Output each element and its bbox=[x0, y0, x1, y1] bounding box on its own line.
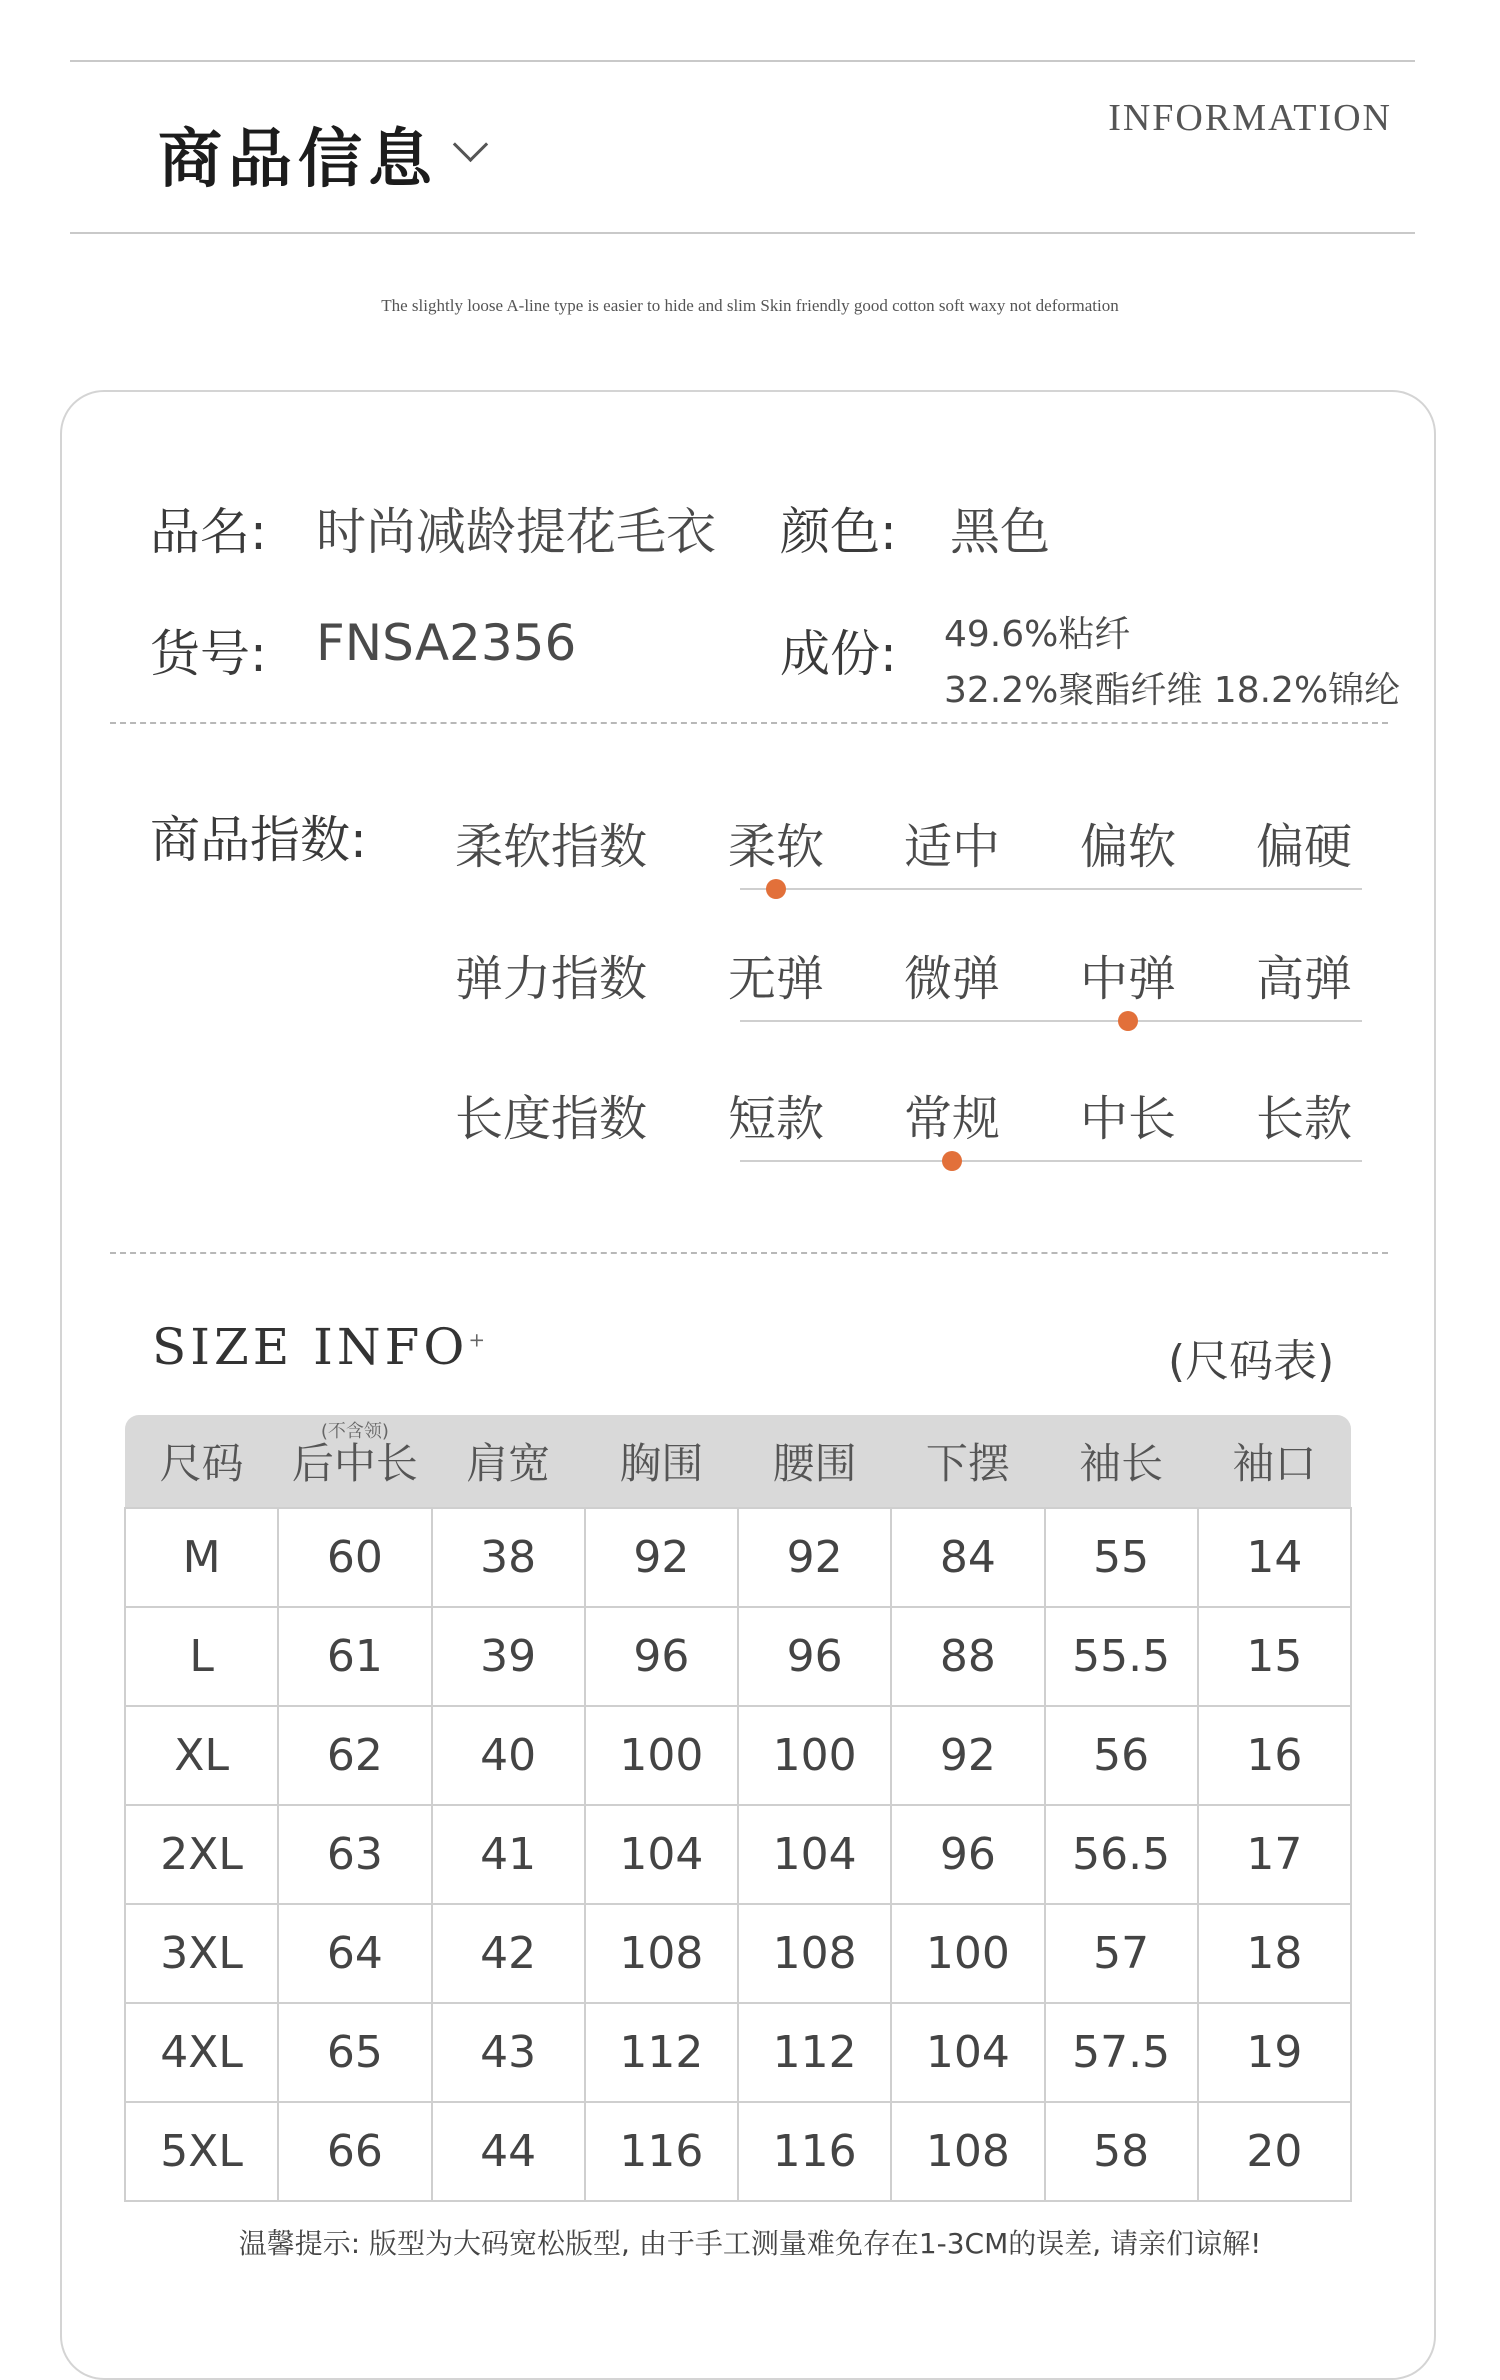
scale-option: 中弹 bbox=[1079, 951, 1176, 1007]
measurement-cell: 104 bbox=[891, 2003, 1044, 2102]
sku-label: 货号: bbox=[150, 625, 267, 683]
section-title: 商品信息 bbox=[158, 122, 438, 197]
scale-option: 无弹 bbox=[727, 951, 824, 1007]
measurement-cell: 56.5 bbox=[1045, 1805, 1198, 1904]
column-header: 袖长 bbox=[1045, 1415, 1198, 1508]
size-chart-label: (尺码表) bbox=[1168, 1336, 1335, 1387]
chevron-down-icon bbox=[453, 127, 488, 162]
measurement-cell: 116 bbox=[585, 2102, 738, 2201]
measurement-cell: 64 bbox=[278, 1904, 431, 2003]
measurement-cell: 66 bbox=[278, 2102, 431, 2201]
table-row bbox=[125, 1706, 1351, 1805]
scale-track-length bbox=[740, 1160, 1362, 1162]
measurement-cell: 55.5 bbox=[1045, 1607, 1198, 1706]
name-value: 时尚减龄提花毛衣 bbox=[316, 503, 716, 561]
size-table-body bbox=[125, 1508, 1351, 2201]
composition-label: 成份: bbox=[780, 625, 897, 683]
scale-track-elasticity bbox=[740, 1020, 1362, 1022]
measurement-cell: 42 bbox=[432, 1904, 585, 2003]
scale-option: 适中 bbox=[903, 819, 1000, 875]
measurement-cell: 92 bbox=[891, 1706, 1044, 1805]
measurement-cell: 41 bbox=[432, 1805, 585, 1904]
scale-marker-length bbox=[942, 1151, 962, 1171]
measurement-cell: 40 bbox=[432, 1706, 585, 1805]
measurement-cell: 44 bbox=[432, 2102, 585, 2201]
measurement-cell: 100 bbox=[738, 1706, 891, 1805]
column-header: 下摆 bbox=[891, 1415, 1044, 1508]
size-note: 温馨提示: 版型为大码宽松版型, 由于手工测量难免存在1-3CM的误差, 请亲们谅解! bbox=[238, 2227, 1262, 2260]
dashed-divider bbox=[110, 722, 1388, 724]
column-header: 尺码 bbox=[125, 1415, 278, 1508]
measurement-cell: 96 bbox=[585, 1607, 738, 1706]
scale-marker-softness bbox=[766, 879, 786, 899]
scale-name-length: 长度指数 bbox=[455, 1091, 648, 1147]
measurement-cell: 88 bbox=[891, 1607, 1044, 1706]
measurement-cell: 116 bbox=[738, 2102, 891, 2201]
measurement-cell: 20 bbox=[1198, 2102, 1351, 2201]
composition-line2: 32.2%聚酯纤维 18.2%锦纶 bbox=[944, 670, 1401, 711]
scale-option: 偏软 bbox=[1079, 819, 1176, 875]
measurement-cell: 96 bbox=[738, 1607, 891, 1706]
measurement-cell: 104 bbox=[738, 1805, 891, 1904]
measurement-cell: 18 bbox=[1198, 1904, 1351, 2003]
measurement-cell: 15 bbox=[1198, 1607, 1351, 1706]
column-header: 腰围 bbox=[738, 1415, 891, 1508]
column-header: 袖口 bbox=[1198, 1415, 1351, 1508]
measurement-cell: 92 bbox=[585, 1508, 738, 1607]
measurement-cell: 57.5 bbox=[1045, 2003, 1198, 2102]
scale-option: 柔软 bbox=[727, 819, 824, 875]
measurement-cell: 17 bbox=[1198, 1805, 1351, 1904]
table-header-row bbox=[125, 1415, 1351, 1508]
section-title-en: INFORMATION bbox=[1108, 97, 1392, 139]
color-label: 颜色: bbox=[780, 503, 897, 561]
measurement-cell: 100 bbox=[891, 1904, 1044, 2003]
size-cell: 2XL bbox=[125, 1805, 278, 1904]
column-header: 肩宽 bbox=[432, 1415, 585, 1508]
indices-label: 商品指数: bbox=[150, 811, 367, 869]
measurement-cell: 39 bbox=[432, 1607, 585, 1706]
measurement-cell: 19 bbox=[1198, 2003, 1351, 2102]
column-header: (不含领) 后中长 bbox=[278, 1415, 431, 1508]
measurement-cell: 104 bbox=[585, 1805, 738, 1904]
size-info-title: SIZE INFO+ bbox=[152, 1318, 490, 1376]
scale-name-softness: 柔软指数 bbox=[455, 819, 648, 875]
table-row bbox=[125, 1508, 1351, 1607]
measurement-cell: 60 bbox=[278, 1508, 431, 1607]
measurement-cell: 112 bbox=[738, 2003, 891, 2102]
color-value: 黑色 bbox=[950, 503, 1050, 561]
measurement-cell: 57 bbox=[1045, 1904, 1198, 2003]
table-row bbox=[125, 1805, 1351, 1904]
measurement-cell: 58 bbox=[1045, 2102, 1198, 2201]
header-subtitle: The slightly loose A-line type is easier to hide and slim Skin friendly good cotton soft waxy not deformation bbox=[381, 296, 1119, 315]
scale-option: 中长 bbox=[1079, 1091, 1176, 1147]
size-info-sup: + bbox=[468, 1327, 490, 1352]
measurement-cell: 96 bbox=[891, 1805, 1044, 1904]
measurement-cell: 112 bbox=[585, 2003, 738, 2102]
measurement-cell: 63 bbox=[278, 1805, 431, 1904]
measurement-cell: 92 bbox=[738, 1508, 891, 1607]
measurement-cell: 100 bbox=[585, 1706, 738, 1805]
size-cell: 5XL bbox=[125, 2102, 278, 2201]
scale-option: 长款 bbox=[1255, 1091, 1352, 1147]
measurement-cell: 56 bbox=[1045, 1706, 1198, 1805]
measurement-cell: 43 bbox=[432, 2003, 585, 2102]
size-cell: M bbox=[125, 1508, 278, 1607]
measurement-cell: 62 bbox=[278, 1706, 431, 1805]
table-row bbox=[125, 1607, 1351, 1706]
scale-option: 偏硬 bbox=[1255, 819, 1352, 875]
scale-marker-elasticity bbox=[1118, 1011, 1138, 1031]
scale-option: 微弹 bbox=[903, 951, 1000, 1007]
measurement-cell: 61 bbox=[278, 1607, 431, 1706]
header-divider bbox=[70, 232, 1415, 234]
size-cell: 3XL bbox=[125, 1904, 278, 2003]
size-cell: XL bbox=[125, 1706, 278, 1805]
scale-option: 高弹 bbox=[1255, 951, 1352, 1007]
table-row bbox=[125, 2003, 1351, 2102]
name-label: 品名: bbox=[150, 503, 267, 561]
size-cell: L bbox=[125, 1607, 278, 1706]
column-header: 胸围 bbox=[585, 1415, 738, 1508]
top-divider bbox=[70, 60, 1415, 62]
measurement-cell: 84 bbox=[891, 1508, 1044, 1607]
measurement-cell: 38 bbox=[432, 1508, 585, 1607]
measurement-cell: 108 bbox=[738, 1904, 891, 2003]
sku-value: FNSA2356 bbox=[316, 614, 577, 672]
measurement-cell: 108 bbox=[585, 1904, 738, 2003]
table-row bbox=[125, 1904, 1351, 2003]
measurement-cell: 108 bbox=[891, 2102, 1044, 2201]
composition-line1: 49.6%粘纤 bbox=[944, 614, 1131, 655]
measurement-cell: 55 bbox=[1045, 1508, 1198, 1607]
scale-option: 短款 bbox=[727, 1091, 824, 1147]
dashed-divider bbox=[110, 1252, 1388, 1254]
measurement-cell: 14 bbox=[1198, 1508, 1351, 1607]
header-note: (不含领) bbox=[320, 1421, 389, 1442]
table-row bbox=[125, 2102, 1351, 2201]
measurement-cell: 65 bbox=[278, 2003, 431, 2102]
scale-track-softness bbox=[740, 888, 1362, 890]
size-table bbox=[124, 1415, 1352, 2202]
scale-name-elasticity: 弹力指数 bbox=[455, 951, 648, 1007]
measurement-cell: 16 bbox=[1198, 1706, 1351, 1805]
scale-option: 常规 bbox=[903, 1091, 1000, 1147]
size-cell: 4XL bbox=[125, 2003, 278, 2102]
